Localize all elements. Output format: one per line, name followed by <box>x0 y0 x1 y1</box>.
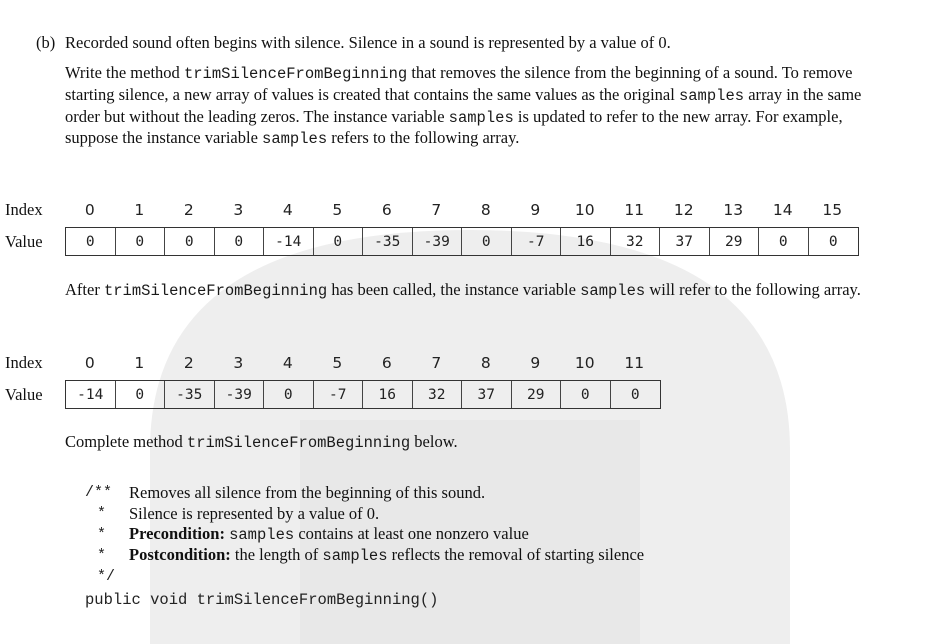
index-cell: 9 <box>530 201 541 219</box>
part-label: (b) <box>36 33 56 52</box>
value-cell: 0 <box>264 381 314 408</box>
index-cell: 7 <box>431 201 442 219</box>
value-cell: 37 <box>660 228 710 255</box>
value-cell: 0 <box>215 228 265 255</box>
method-name-code: trimSilenceFromBeginning <box>103 282 328 300</box>
index-cell: 7 <box>431 354 442 372</box>
complete-instruction: Complete method trimSilenceFromBeginning below. <box>65 432 458 452</box>
method-stub <box>85 482 644 611</box>
value-cell: 32 <box>611 228 661 255</box>
index-cell: 5 <box>332 354 343 372</box>
value-cell: 37 <box>462 381 512 408</box>
index-cell: 8 <box>480 201 491 219</box>
value-cell: -39 <box>215 381 265 408</box>
value-cell: 0 <box>314 228 364 255</box>
value-cell: -14 <box>66 381 116 408</box>
index-cell: 4 <box>282 354 293 372</box>
value-label: Value <box>5 385 43 404</box>
index-cell: 15 <box>822 201 843 219</box>
method-signature: public void trimSilenceFromBeginning() <box>85 591 439 609</box>
value-cell: -35 <box>363 228 413 255</box>
value-cell: 0 <box>116 228 166 255</box>
after-call-text: After trimSilenceFromBeginning has been called, the instance variable samples will refer to the following array. <box>65 280 861 300</box>
value-label: Value <box>5 232 43 251</box>
value-cell: -35 <box>165 381 215 408</box>
index-cell: 10 <box>574 354 595 372</box>
value-cell: 29 <box>710 228 760 255</box>
samples-code: samples <box>678 86 745 105</box>
javadoc-precondition: * Precondition: samples contains at least one nonzero value <box>97 524 529 544</box>
index-cell: 11 <box>624 354 645 372</box>
value-cell: 0 <box>66 228 116 255</box>
samples-code: samples <box>262 130 328 149</box>
value-cell: 0 <box>165 228 215 255</box>
index-cell: 6 <box>381 201 392 219</box>
index-cell: 2 <box>183 201 194 219</box>
before-index-cells <box>65 201 857 219</box>
index-cell: 12 <box>673 201 694 219</box>
index-cell: 1 <box>134 354 145 372</box>
javadoc-line: * Silence is represented by a value of 0. <box>97 504 380 523</box>
index-cell: 14 <box>772 201 793 219</box>
javadoc-close: */ <box>97 568 116 585</box>
index-cell: 6 <box>381 354 392 372</box>
index-cell: 3 <box>233 354 244 372</box>
before-value-cells <box>65 227 859 256</box>
value-cell: -7 <box>314 381 364 408</box>
samples-code: samples <box>580 282 646 300</box>
samples-code: samples <box>448 108 514 127</box>
method-name-code: trimSilenceFromBeginning <box>186 434 411 452</box>
value-cell: -7 <box>512 228 562 255</box>
index-cell: 2 <box>183 354 194 372</box>
index-cell: 0 <box>84 354 95 372</box>
index-label: Index <box>5 353 43 372</box>
value-cell: 16 <box>561 228 611 255</box>
index-cell: 3 <box>233 201 244 219</box>
index-cell: 4 <box>282 201 293 219</box>
index-cell: 8 <box>480 354 491 372</box>
value-cell: 32 <box>413 381 463 408</box>
index-cell: 5 <box>332 201 343 219</box>
value-cell: 0 <box>116 381 166 408</box>
value-cell: 29 <box>512 381 562 408</box>
value-cell: 0 <box>759 228 809 255</box>
value-cell: 16 <box>363 381 413 408</box>
after-index-cells <box>65 354 659 372</box>
intro-text: Recorded sound often begins with silence. Silence in a sound is represented by a value of 0. <box>65 33 671 52</box>
value-cell: 0 <box>828 233 838 250</box>
index-cell: 9 <box>530 354 541 372</box>
index-cell: 10 <box>574 201 595 219</box>
method-name-code: trimSilenceFromBeginning <box>183 65 408 83</box>
index-cell: 1 <box>134 201 145 219</box>
javadoc-line: /** Removes all silence from the beginning of this sound. <box>85 483 486 502</box>
value-cell: 0 <box>630 386 640 403</box>
value-cell: -14 <box>264 228 314 255</box>
after-value-cells <box>65 380 661 409</box>
index-cell: 11 <box>624 201 645 219</box>
value-cell: -39 <box>413 228 463 255</box>
index-cell: 13 <box>723 201 744 219</box>
value-cell: 0 <box>561 381 611 408</box>
javadoc-postcondition: * Postcondition: the length of samples reflects the removal of starting silence <box>97 545 645 565</box>
index-label: Index <box>5 200 43 219</box>
value-cell: 0 <box>462 228 512 255</box>
index-cell: 0 <box>84 201 95 219</box>
method-description: Write the method trimSilenceFromBeginning that removes the silence from the beginning of a sound. To remove starting silence, a new array of values is created that contains the same values as the original samples array in the same order but without the leading zeros. The instance variable samples is updated to refer to the new array. For example, suppose the instance variable samples refers to the following array. <box>65 63 862 149</box>
